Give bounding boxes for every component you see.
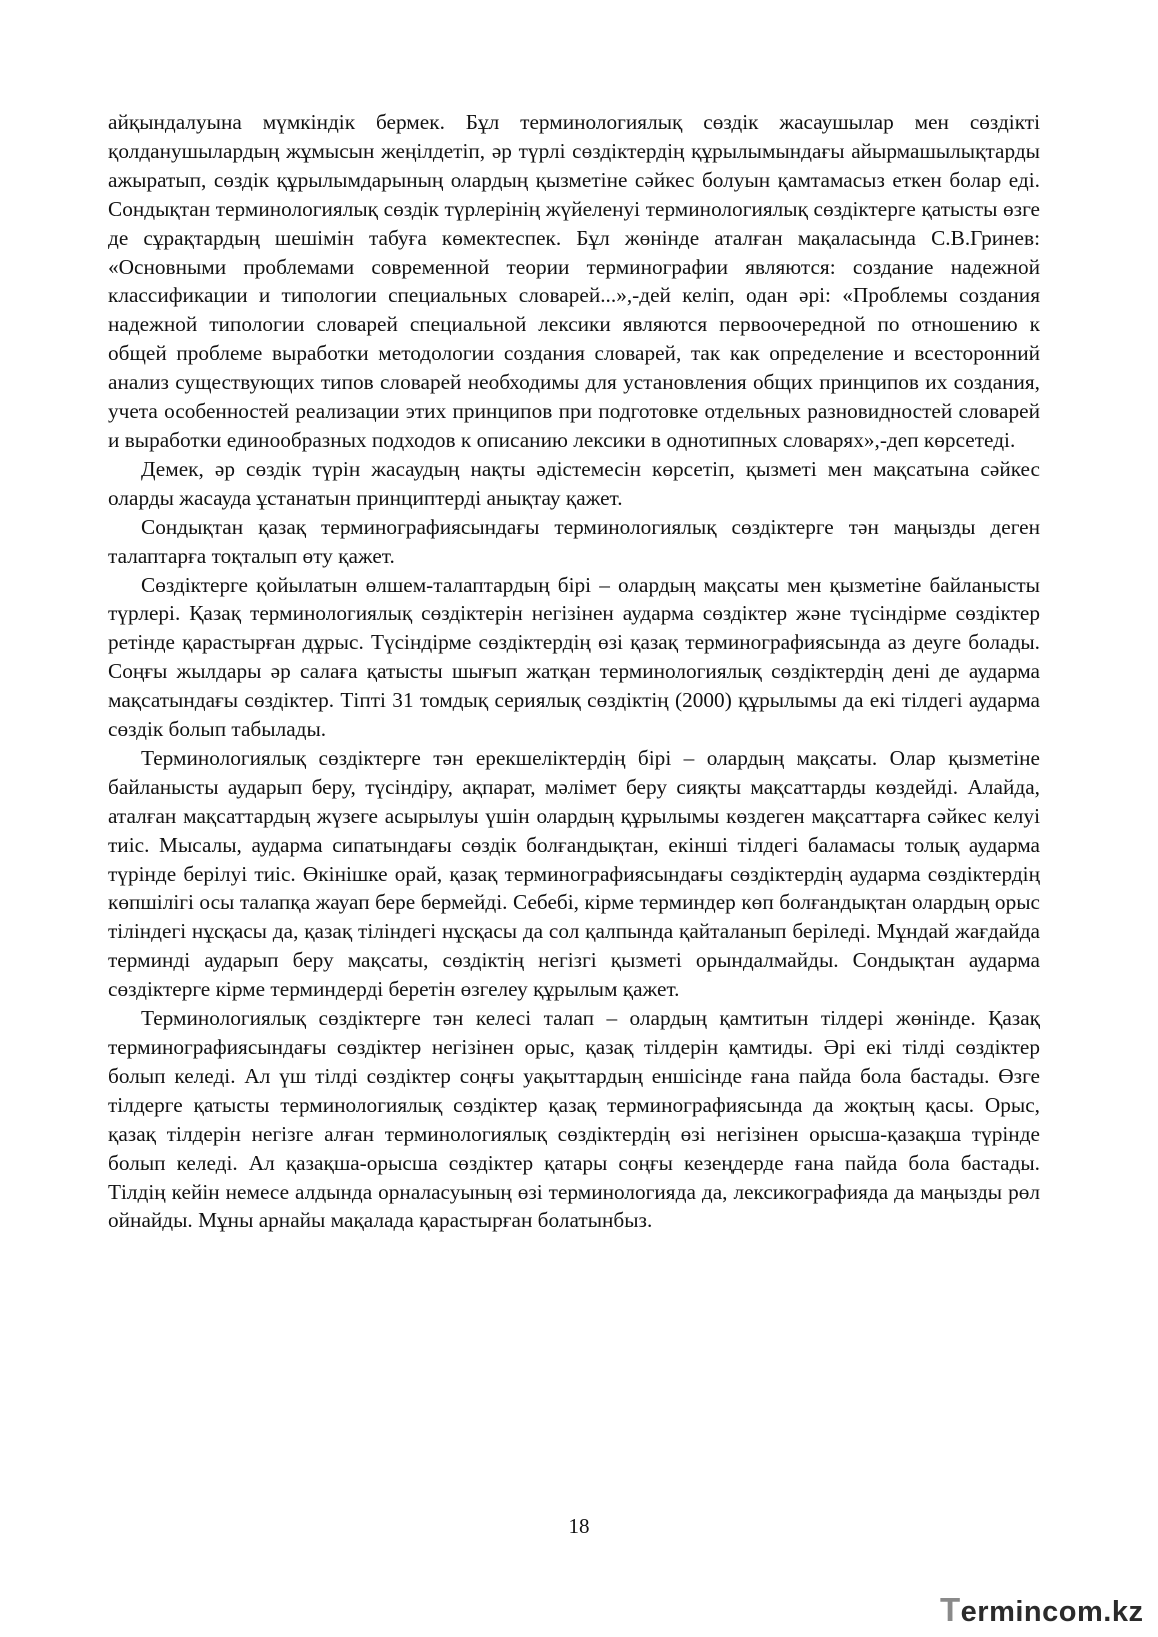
logo-letter-o: o [1058,1596,1077,1628]
paragraph-6: Терминологиялық сөздіктерге тән келесі талап – олардың қамтитын тілдері жөнінде. Қазақ терминографиясындағы сөздіктер негізінен орыс, қазақ тілдерін қамтиды. Әрі екі тілді сөздіктер болып келеді. Ал үш тілді сөздіктер соңғы уақыттардың еншісінде ғана пайда бола бастады. Өзге тілдерге қатысты терминологиялық сөздіктер қазақ терминографиясында да жоқтың қасы. Орыс, қазақ тілдерін негізге алған терминологиялық сөздіктердің өзі негізінен орысша-қазақша түрінде болып келеді. Ал қазақша-орысша сөздіктер қатары соңғы кезеңдерде ғана пайда бола бастады. Тілдің кейін немесе алдында орналасуының өзі терминологияда да, лексикографияда да маңызды рөл ойнайды. Мұны арнайы мақалада қарастырған болатынбыз. [108,1006,1040,1233]
logo-letter-t: T [940,1591,961,1628]
paragraph-2: Демек, әр сөздік түрін жасаудың нақты әдістемесін көрсетіп, қызметі мен мақсатына сәйкес оларды жасауда ұстанатын принциптерді анықтау қажет. [108,456,1040,510]
paragraph-4: Сөздіктерге қойылатын өлшем-талаптардың бірі – олардың мақсаты мен қызметіне байланысты түрлері. Қазақ терминологиялық сөздіктерін негізінен аударма сөздіктер және түсіндірме сөздіктер ретінде қарастырған дұрыс. Түсіндірме сөздіктердің өзі қазақ терминографиясында аз деуге болады. Соңғы жылдары әр салаға қатысты шығып жатқан терминологиялық сөздіктердің дені де аударма мақсатындағы сөздіктер. Тіпті 31 томдық сериялық сөздіктің (2000) құрылымы да екі тілдегі аударма сөздік болып табылады. [108,572,1040,742]
paragraph-1: айқындалуына мүмкіндік бермек. Бұл терминологиялық сөздік жасаушылар мен сөздікті қолданушылардың жұмысын жеңілдетіп, әр түрлі сөздіктердің құрылымындағы айырмашылықтарды ажыратып, сөздік құрылымдарының олардың қызметіне сәйкес болуын қамтамасыз еткен болар еді. Сондықтан терминологиялық сөздік түрлерінің жүйеленуі терминологиялық сөздіктерге қатысты өзге де сұрақтардың шешімін табуға көмектеспек. Бұл жөнінде аталған мақаласында С.В.Гринев: «Основными проблемами современной теории терминографии являются: создание надежной классификации и типологии специальных словарей...»,-дей келіп, одан әрі: «Проблемы создания надежной типологии словарей специальной лексики являются первоочередной по отношению к общей проблеме выработки методологии создания словарей, так как определение и всесторонний анализ существующих типов словарей необходимы для установления общих принципов их создания, учета особенностей реализации этих принципов при подготовке отдельных разновидностей словарей и выработки единообразных подходов к описанию лексики в однотипных словарях»,-деп көрсетеді. [108,110,1040,452]
paragraph-3: Сондықтан қазақ терминографиясындағы терминологиялық сөздіктерге тән маңызды деген талаптарға тоқталып өту қажет. [108,514,1040,568]
logo-text: erminc [960,1596,1059,1628]
paragraph-5: Терминологиялық сөздіктерге тән ерекшеліктердің бірі – олардың мақсаты. Олар қызметіне байланысты аударып беру, түсіндіру, ақпарат, мәлімет беру сияқты мақсаттарды көздейді. Алайда, аталған мақсаттардың жүзеге асырылуы үшін олардың құрылымы көздеген мақсаттарға сәйкес келуі тиіс. Мысалы, аударма сипатындағы сөздік болғандықтан, екінші тілдегі баламасы толық аударма түрінде берілуі тиіс. Өкінішке орай, қазақ терминографиясындағы сөздіктердің аударма сөздіктердің көпшілігі осы талапқа жауап бере бермейді. Себебі, кірме терминдер көп болғандықтан олардың орыс тіліндегі нұсқасы да, қазақ тіліндегі нұсқасы да сол қалпында қайталанып беріледі. Мұндай жағдайда терминді аударып беру мақсаты, сөздіктің негізгі қызметі орындалмайды. Сондықтан аударма сөздіктерге кірме терминдерді беретін өзгелеу құрылым қажет. [108,745,1040,1002]
page-number: 18 [568,1514,590,1538]
terminco-logo-watermark [940,1588,1150,1632]
logo-suffix: m.kz [1077,1596,1144,1628]
document-body [108,108,1040,1235]
